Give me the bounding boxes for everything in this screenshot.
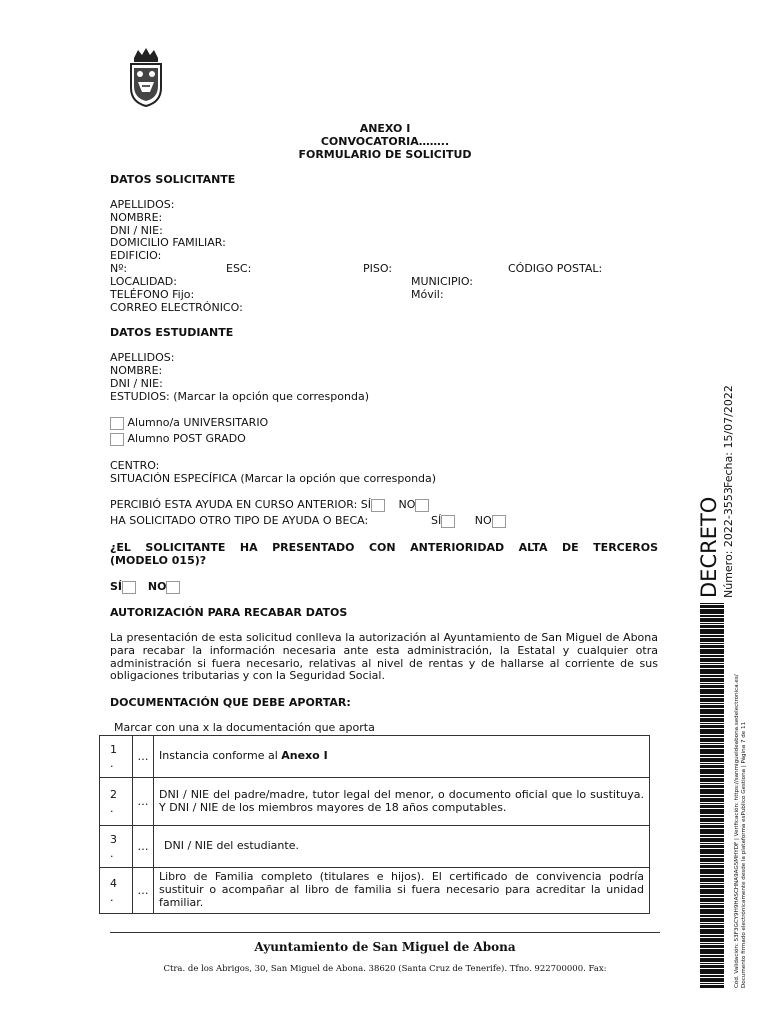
footer-divider <box>110 932 660 933</box>
option-postgrado[interactable] <box>110 432 246 446</box>
label-codigo-postal: CÓDIGO POSTAL: <box>508 262 603 275</box>
row-text: DNI / NIE del estudiante. <box>154 826 650 868</box>
stamp-cod-validacion: Cód. Validación: 53F3GCY9H9HASCHNA9AG5MHYDF | Verificación: https://sanmigueldeabona.sedelectronica.es/ <box>734 674 740 988</box>
stamp-firmado: Documento firmado electrónicamente desde la plataforma esPublico Gestiona | Página 7 de 11 <box>741 721 747 988</box>
row-number: 4 . <box>100 868 133 914</box>
label-situacion: SITUACIÓN ESPECÍFICA (Marcar la opción que corresponda) <box>110 472 437 485</box>
label-apellidos: APELLIDOS: <box>110 198 175 211</box>
autorizacion-text: La presentación de esta solicitud conlleva la autorización al Ayuntamiento de San Miguel de Abona para recabar la información necesaria ante esta administración, la Estatal y cualquier otra administración si fuera necesario, relativas al nivel de rentas y de hallarse al corriente de sus obligaciones tributarias y con la Seguridad Social. <box>110 631 658 683</box>
label-movil: Móvil: <box>411 288 444 301</box>
documentacion-instruction: Marcar con una x la documentación que aporta <box>114 721 375 734</box>
terceros-question-line2: (MODELO 015)? <box>110 554 207 567</box>
header-anexo: ANEXO I <box>359 122 411 135</box>
label-percibio-no: NO <box>398 498 416 511</box>
label-telefono: TELÉFONO Fijo: <box>110 288 195 301</box>
checkbox-terceros-si[interactable] <box>122 581 136 594</box>
label-terceros-si: SÍ <box>110 580 123 593</box>
section-title-estudiante: DATOS ESTUDIANTE <box>110 326 234 339</box>
label-solicitado-si: SÍ <box>431 514 442 527</box>
row-number: 2 . <box>100 778 133 826</box>
label-percibio: PERCIBIÓ ESTA AYUDA EN CURSO ANTERIOR: SÍ <box>110 498 371 511</box>
row-number: 3 . <box>100 826 133 868</box>
row-text: Libro de Familia completo (titulares e hijos). El certificado de convivencia podría sustituir o acompañar al libro de familia si fuera necesario para acreditar la unidad familiar. <box>154 868 650 914</box>
row-solicitado <box>110 514 368 527</box>
row-solicitado-options <box>431 514 506 528</box>
header-convocatoria: CONVOCATORIA…….. <box>320 135 450 148</box>
table-row <box>100 826 650 868</box>
stamp-fecha: Fecha: 15/07/2022 <box>722 385 735 488</box>
checkbox-postgrado[interactable] <box>110 433 124 446</box>
label-municipio: MUNICIPIO: <box>411 275 473 288</box>
terceros-question-line1: ¿EL SOLICITANTE HA PRESENTADO CON ANTERIORIDAD ALTA DE TERCEROS <box>110 541 658 554</box>
row-mark-cell[interactable]: … <box>133 736 154 778</box>
footer-title: Ayuntamiento de San Miguel de Abona <box>254 940 516 954</box>
terceros-options <box>110 580 180 594</box>
checkbox-solicitado-no[interactable] <box>492 515 506 528</box>
label-nombre: NOMBRE: <box>110 211 163 224</box>
label-edificio: EDIFICIO: <box>110 249 162 262</box>
label-numero: Nº: <box>110 262 128 275</box>
barcode-icon <box>700 603 724 988</box>
stamp-decreto: DECRETO <box>697 496 721 598</box>
section-title-solicitante: DATOS SOLICITANTE <box>110 173 236 186</box>
table-row <box>100 778 650 826</box>
checkbox-percibio-no[interactable] <box>415 499 429 512</box>
footer-address: Ctra. de los Abrigos, 30, San Miguel de Abona. 38620 (Santa Cruz de Tenerife). Tfno. 922700000. Fax: <box>163 964 607 974</box>
row-percibio <box>110 498 429 512</box>
checkbox-universitario[interactable] <box>110 417 124 430</box>
label-solicitado: HA SOLICITADO OTRO TIPO DE AYUDA O BECA: <box>110 514 369 527</box>
label-terceros-no: NO <box>147 580 167 593</box>
label-esc: ESC: <box>226 262 252 275</box>
checkbox-solicitado-si[interactable] <box>441 515 455 528</box>
option-universitario-label: Alumno/a UNIVERSITARIO <box>127 416 269 429</box>
label-estudiante-dni: DNI / NIE: <box>110 377 163 390</box>
checkbox-percibio-si[interactable] <box>371 499 385 512</box>
section-title-autorizacion: AUTORIZACIÓN PARA RECABAR DATOS <box>110 606 348 619</box>
label-estudiante-apellidos: APELLIDOS: <box>110 351 175 364</box>
row-mark-cell[interactable]: … <box>133 868 154 914</box>
label-estudiante-nombre: NOMBRE: <box>110 364 163 377</box>
row-mark-cell[interactable]: … <box>133 826 154 868</box>
section-title-documentacion: DOCUMENTACIÓN QUE DEBE APORTAR: <box>110 696 351 709</box>
label-dni: DNI / NIE: <box>110 224 163 237</box>
label-solicitado-no: NO <box>474 514 492 527</box>
label-correo: CORREO ELECTRÓNICO: <box>110 301 243 314</box>
row-text: DNI / NIE del padre/madre, tutor legal del menor, o documento oficial que lo sustituya. Y DNI / NIE de los miembros mayores de 18 años computables. <box>154 778 650 826</box>
coat-of-arms-icon <box>128 46 164 108</box>
label-piso: PISO: <box>363 262 393 275</box>
option-universitario[interactable] <box>110 416 268 430</box>
label-centro: CENTRO: <box>110 459 160 472</box>
option-postgrado-label: Alumno POST GRADO <box>127 432 246 445</box>
table-row <box>100 868 650 914</box>
row-mark-cell[interactable]: … <box>133 778 154 826</box>
label-localidad: LOCALIDAD: <box>110 275 177 288</box>
label-domicilio: DOMICILIO FAMILIAR: <box>110 236 226 249</box>
label-estudios: ESTUDIOS: (Marcar la opción que corresponda) <box>110 390 369 403</box>
stamp-numero: Número: 2022-3553 <box>722 487 735 598</box>
row-number: 1 . <box>100 736 133 778</box>
table-row <box>100 736 650 778</box>
checkbox-terceros-no[interactable] <box>166 581 180 594</box>
row-text: Instancia conforme al Anexo I <box>154 736 650 778</box>
documentacion-table <box>99 735 650 914</box>
header-formulario: FORMULARIO DE SOLICITUD <box>298 148 472 161</box>
